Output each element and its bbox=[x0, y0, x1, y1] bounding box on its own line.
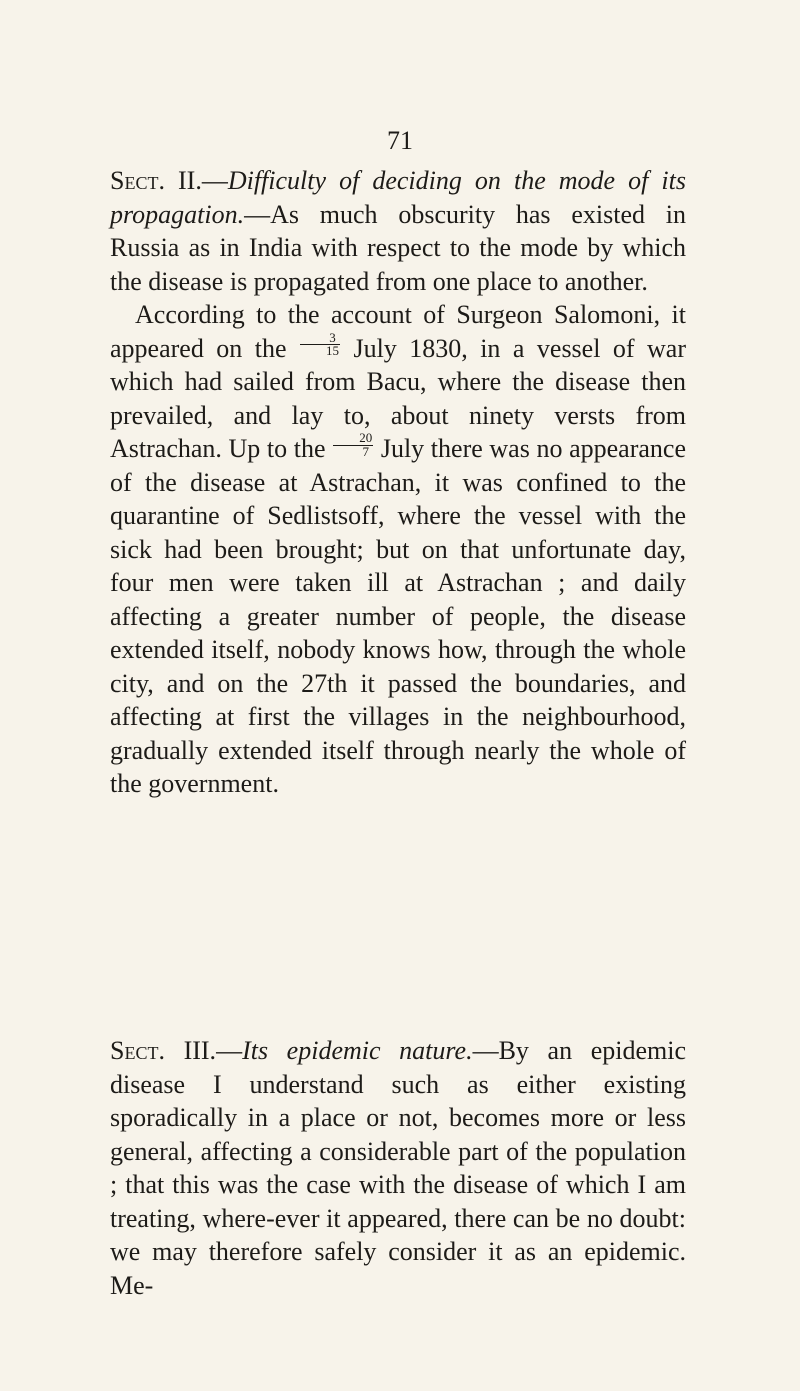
section-3-title: Its epidemic nature. bbox=[242, 1036, 473, 1065]
section-2-paragraph-2 bbox=[110, 298, 686, 801]
section-2-dash-1: — bbox=[201, 166, 228, 195]
page-number: 71 bbox=[387, 126, 413, 155]
fraction-2-numerator: 20 bbox=[333, 432, 373, 445]
section-2-label: Sect. II. bbox=[110, 166, 202, 195]
fraction-1-numerator: 3 bbox=[300, 332, 340, 345]
section-3-dash-1: — bbox=[216, 1036, 243, 1065]
section-2-body: As much obscurity has existed in Russia as in India with respect to the mode by which the disease is propagated from one place to another. bbox=[110, 199, 686, 296]
section-2-dash-2: — bbox=[244, 199, 271, 229]
section-3 bbox=[110, 1034, 686, 1302]
section-3-body: By an epidemic disease I understand such as either existing sporadically in a place or not, becomes more or less general, affecting a considerable part of the population ; that this was the case with the disease of which I am treating, where-ever it appeared, there can be no doubt: we may therefore safely consider it as an epidemic. Me- bbox=[110, 1036, 686, 1300]
paragraph-2-text-b: July 1830, in a vessel of war which had sailed from Bacu, where the disease then prevailed, and lay to, about ninety versts from Astrachan. Up to the bbox=[110, 333, 687, 463]
section-3-dash-2: — bbox=[472, 1036, 499, 1065]
fraction-1-denominator: 15 bbox=[325, 343, 339, 359]
section-2 bbox=[110, 164, 686, 801]
paragraph-2-text-c: July there was no appearance of the disease at Astrachan, it was confined to the quarantine of Sedlistsoff, where the vessel with the sick had been brought; but on that unfortunate day, four men were taken ill at Astrachan ; and daily affecting a greater number of people, the disease extended itself, nobody knows how, through the whole city, and on the 27th it passed the boundaries, and affecting at first the villages in the neighbourhood, gradually extended itself through nearly the whole of the government. bbox=[110, 434, 686, 798]
section-2-title: Difficulty of deciding on the mode of its propagation. bbox=[110, 166, 686, 229]
paragraph-2-text-a: According to the account of Surgeon Salomoni, it appeared on the bbox=[110, 300, 686, 363]
fraction-2-denominator: 7 bbox=[362, 443, 369, 459]
fraction-date-1 bbox=[300, 329, 340, 359]
section-2-paragraph-1 bbox=[110, 164, 686, 298]
fraction-date-2 bbox=[333, 432, 373, 458]
section-3-label: Sect. III. bbox=[110, 1036, 217, 1065]
section-3-paragraph bbox=[110, 1034, 686, 1302]
